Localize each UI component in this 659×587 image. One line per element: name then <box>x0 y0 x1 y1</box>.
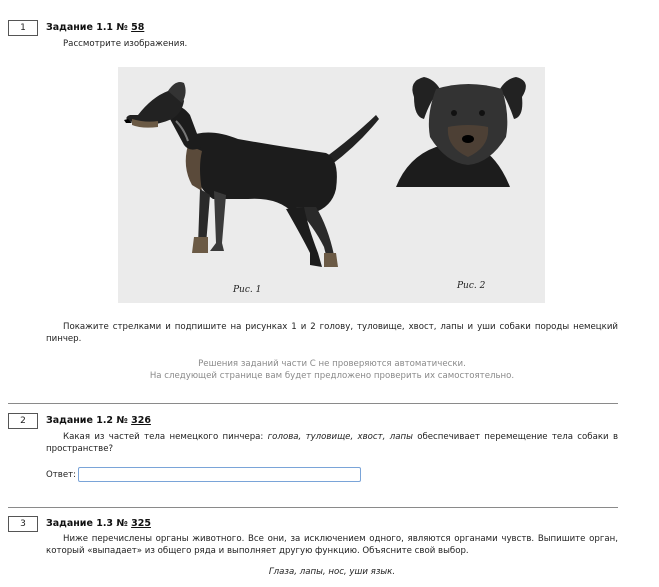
dog-head-figure <box>391 75 539 187</box>
answer-label: Ответ: <box>46 470 77 480</box>
dog-illustration <box>118 67 545 303</box>
task-title-prefix: Задание 1.2 № <box>46 415 132 426</box>
task-id-link[interactable]: 326 <box>131 415 151 426</box>
dog-full-body-figure <box>124 82 379 267</box>
task-id-link[interactable]: 58 <box>131 22 145 33</box>
task-title <box>46 415 151 426</box>
task-divider <box>8 403 618 404</box>
task-question: Покажите стрелками и подпишите на рисунках 1 и 2 голову, туловище, хвост, лапы и уши собаки породы немецкий пинчер. <box>46 322 618 344</box>
auto-check-note-line2: На следующей странице вам будет предложено проверить их самостоятельно. <box>149 371 515 381</box>
task-figure <box>118 67 545 303</box>
auto-check-note-line1: Решения заданий части С не проверяются автоматически. <box>198 359 466 369</box>
task-number-box: 2 <box>8 413 38 429</box>
question-italic-text: голова, туловище, хвост, лапы <box>267 432 413 442</box>
task-title-prefix: Задание 1.3 № <box>46 518 132 529</box>
organs-list: Глаза, лапы, нос, уши язык. <box>268 567 396 577</box>
task-title-prefix: Задание 1.1 № <box>46 22 132 33</box>
answer-input[interactable] <box>78 467 361 482</box>
task-intro: Рассмотрите изображения. <box>63 39 188 49</box>
task-id-link[interactable]: 325 <box>131 518 151 529</box>
task-question <box>46 431 618 455</box>
task-number-box: 3 <box>8 516 38 532</box>
question-text: Какая из частей тела немецкого пинчера: <box>63 432 268 442</box>
question-text-end: обеспечивает перемещение тела собаки в пространстве? <box>46 432 619 454</box>
task-title <box>46 518 151 529</box>
task-title <box>46 22 144 33</box>
task-number-box: 1 <box>8 20 38 36</box>
task-divider <box>8 507 618 508</box>
task-question: Ниже перечислены органы животного. Все они, за исключением одного, являются органами чувств. Выпишите орган, который «выпадает» из общего ряда и выполняет другую функцию. Объясните свой выбор. <box>46 534 618 556</box>
figure-1-caption: Рис. 1 <box>233 285 262 295</box>
figure-2-caption: Рис. 2 <box>457 281 486 291</box>
